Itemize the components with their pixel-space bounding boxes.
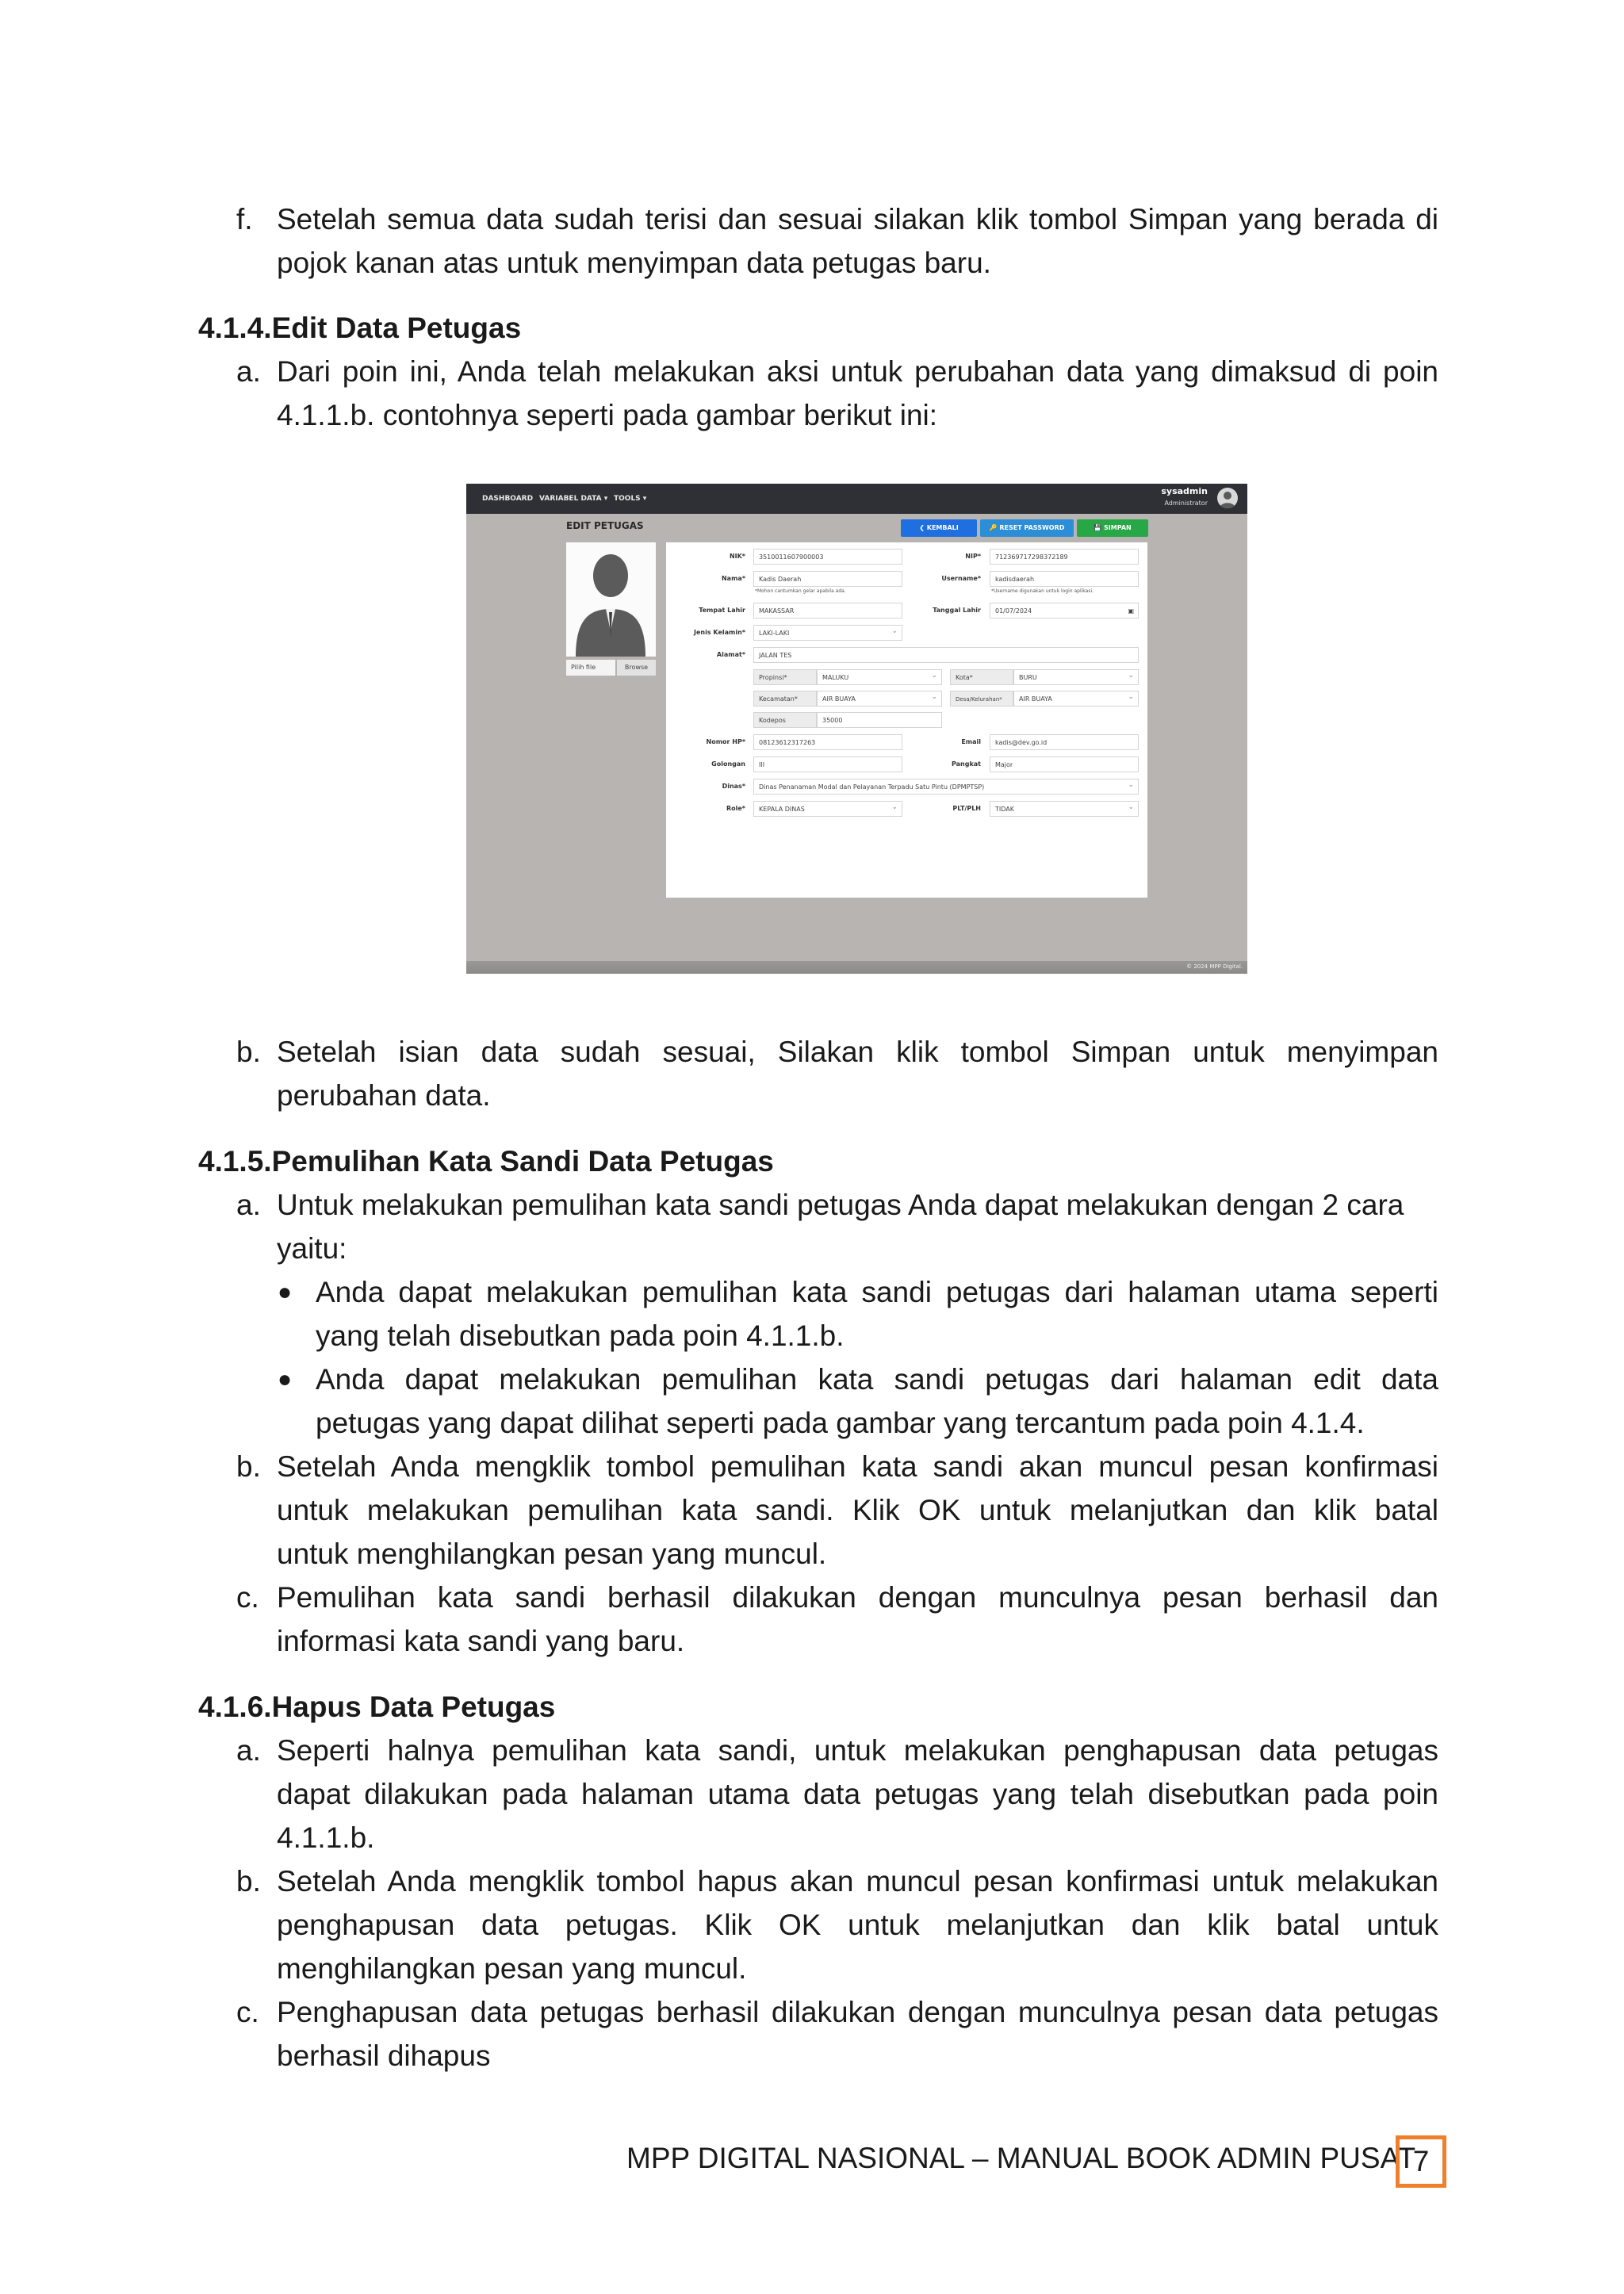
dinas-select[interactable]: Dinas Penanaman Modal dan Pelayanan Terpadu Satu Pintu (DPMPTSP) ⌄ [753,779,1139,795]
golongan-input[interactable]: III [753,756,902,772]
paragraph-line: 4.1.1.b. contohnya seperti pada gambar berikut ini: [277,399,938,431]
tanggal-lahir-input[interactable] [990,603,1139,618]
avatar[interactable] [1217,488,1238,508]
list-marker: a. [236,1734,261,1767]
role-label: Role* [726,805,745,812]
list-marker: a. [236,1189,261,1221]
section-heading: 4.1.5.Pemulihan Kata Sandi Data Petugas [198,1145,774,1178]
tanggal-lahir-value: 01/07/2024 [995,607,1032,615]
nik-label: NIK* [729,553,745,560]
paragraph-line: Setelah Anda mengklik tombol pemulihan kata sandi akan muncul pesan konfirmasi [277,1450,1438,1483]
email-input[interactable]: kadis@dev.go.id [990,734,1139,750]
username-label: Username* [941,575,981,582]
kodepos-input[interactable]: 35000 [817,712,942,728]
paragraph-line: petugas yang dapat dilihat seperti pada gambar yang tercantum pada poin 4.1.4. [316,1407,1365,1439]
email-label: Email [961,738,981,745]
list-marker: a. [236,355,261,388]
paragraph-line: Anda dapat melakukan pemulihan kata sandi petugas dari halaman utama seperti [316,1276,1438,1308]
tanggal-lahir-label: Tanggal Lahir [933,607,981,614]
alamat-label: Alamat* [716,651,745,658]
paragraph-line: Setelah isian data sudah sesuai, Silakan klik tombol Simpan untuk menyimpan [277,1036,1438,1068]
calendar-icon[interactable]: ▣ [1128,607,1134,615]
paragraph-line: yang telah disebutkan pada poin 4.1.1.b. [316,1319,845,1352]
edit-form [666,542,1147,898]
reset-password-button[interactable]: 🔑 RESET PASSWORD [980,519,1074,537]
paragraph-line: Setelah Anda mengklik tombol hapus akan muncul pesan konfirmasi untuk melakukan [277,1865,1438,1898]
nav-tools[interactable]: TOOLS ▾ [614,495,647,503]
paragraph-line: menghilangkan pesan yang muncul. [277,1952,747,1985]
paragraph-line: pojok kanan atas untuk menyimpan data petugas baru. [277,247,991,279]
nomor-hp-label: Nomor HP* [706,738,745,745]
paragraph-line: informasi kata sandi yang baru. [277,1625,685,1657]
pangkat-label: Pangkat [951,760,981,768]
desa-select[interactable]: AIR BUAYA ⌄ [1013,691,1139,707]
paragraph-line: berhasil dihapus [277,2039,491,2072]
propinsi-select[interactable]: MALUKU ⌄ [817,669,942,685]
user-name: sysadmin [1161,486,1208,496]
edit-petugas-screenshot [466,484,1247,974]
list-marker: c. [236,1581,259,1614]
paragraph-line: dapat dilakukan pada halaman utama data petugas yang telah disebutkan pada poin [277,1778,1438,1810]
browse-button[interactable]: Browse [617,660,656,676]
tempat-lahir-label: Tempat Lahir [699,607,745,614]
nomor-hp-input[interactable]: 08123612317263 [753,734,902,750]
paragraph-line: yaitu: [277,1232,347,1265]
username-input[interactable]: kadisdaerah [990,571,1139,587]
back-button[interactable]: ❮ KEMBALI [901,519,977,537]
list-marker: b. [236,1865,261,1898]
file-input[interactable]: Pilih file [566,660,615,676]
jenis-kelamin-label: Jenis Kelamin* [694,629,745,636]
plt-plh-label: PLT/PLH [952,805,981,812]
golongan-label: Golongan [711,760,745,768]
nama-input[interactable]: Kadis Daerah [753,571,902,587]
paragraph-line: perubahan data. [277,1079,491,1112]
user-avatar-icon [1217,488,1238,508]
kecamatan-select[interactable]: AIR BUAYA ⌄ [817,691,942,707]
list-marker: b. [236,1450,261,1483]
nik-input[interactable]: 3510011607900003 [753,549,902,565]
page-footer: MPP DIGITAL NASIONAL – MANUAL BOOK ADMIN PUSAT [626,2142,1416,2174]
user-role: Administrator [1164,500,1208,507]
paragraph-line: Seperti halnya pemulihan kata sandi, untuk melakukan penghapusan data petugas [277,1734,1438,1767]
save-button[interactable]: 💾 SIMPAN [1077,519,1148,537]
role-select[interactable]: KEPALA DINAS ⌄ [753,801,902,817]
nav-dashboard[interactable]: DASHBOARD [482,495,534,503]
nip-label: NIP* [965,553,981,560]
paragraph-line: Untuk melakukan pemulihan kata sandi petugas Anda dapat melakukan dengan 2 cara [277,1189,1404,1221]
person-silhouette-icon [566,542,656,657]
plt-plh-select[interactable]: TIDAK ⌄ [990,801,1139,817]
pangkat-input[interactable]: Major [990,756,1139,772]
nip-input[interactable]: 712369717298372189 [990,549,1139,565]
kecamatan-label: Kecamatan* [753,691,817,707]
desa-label: Desa/Kelurahan* [950,691,1013,707]
paragraph-line: Penghapusan data petugas berhasil dilakukan dengan munculnya pesan data petugas [277,1996,1438,2028]
paragraph-line: Anda dapat melakukan pemulihan kata sandi petugas dari halaman edit data [316,1363,1438,1396]
paragraph-line: Setelah semua data sudah terisi dan sesuai silakan klik tombol Simpan yang berada di [277,203,1438,236]
paragraph-line: 4.1.1.b. [277,1821,375,1854]
list-marker: c. [236,1996,259,2028]
section-heading: 4.1.6.Hapus Data Petugas [198,1691,556,1723]
nav-variabel-data[interactable]: VARIABEL DATA ▾ [539,495,608,503]
paragraph-line: Pemulihan kata sandi berhasil dilakukan dengan munculnya pesan berhasil dan [277,1581,1438,1614]
paragraph-line: untuk menghilangkan pesan yang muncul. [277,1538,827,1570]
page-title: EDIT PETUGAS [566,520,644,531]
footer-bar [466,961,1247,974]
dinas-label: Dinas* [722,783,745,790]
list-marker: f. [236,203,253,236]
paragraph-line: untuk melakukan pemulihan kata sandi. Klik OK untuk melanjutkan dan klik batal [277,1494,1438,1526]
kota-label: Kota* [950,669,1013,685]
list-marker: b. [236,1036,261,1068]
jenis-kelamin-select[interactable]: LAKI-LAKI ⌄ [753,625,902,641]
section-heading: 4.1.4.Edit Data Petugas [198,312,522,344]
kodepos-label: Kodepos [753,712,817,728]
nama-label: Nama* [721,575,745,582]
tempat-lahir-input[interactable]: MAKASSAR [753,603,902,618]
kota-select[interactable]: BURU ⌄ [1013,669,1139,685]
top-navbar [466,484,1247,514]
page-number: 7 [1396,2135,1446,2188]
bullet-icon: ● [278,1279,293,1305]
profile-photo [566,542,656,657]
bullet-icon: ● [278,1366,293,1392]
nama-note: *Mohon cantumkan gelar apabila ada. [755,588,846,594]
alamat-input[interactable]: JALAN TES [753,647,1139,663]
copyright: © 2024 MPP Digital. [1186,963,1243,970]
paragraph-line: Dari poin ini, Anda telah melakukan aksi untuk perubahan data yang dimaksud di poin [277,355,1438,388]
username-note: *Username digunakan untuk login aplikasi. [991,588,1094,594]
paragraph-line: penghapusan data petugas. Klik OK untuk melanjutkan dan klik batal untuk [277,1909,1438,1941]
propinsi-label: Propinsi* [753,669,817,685]
